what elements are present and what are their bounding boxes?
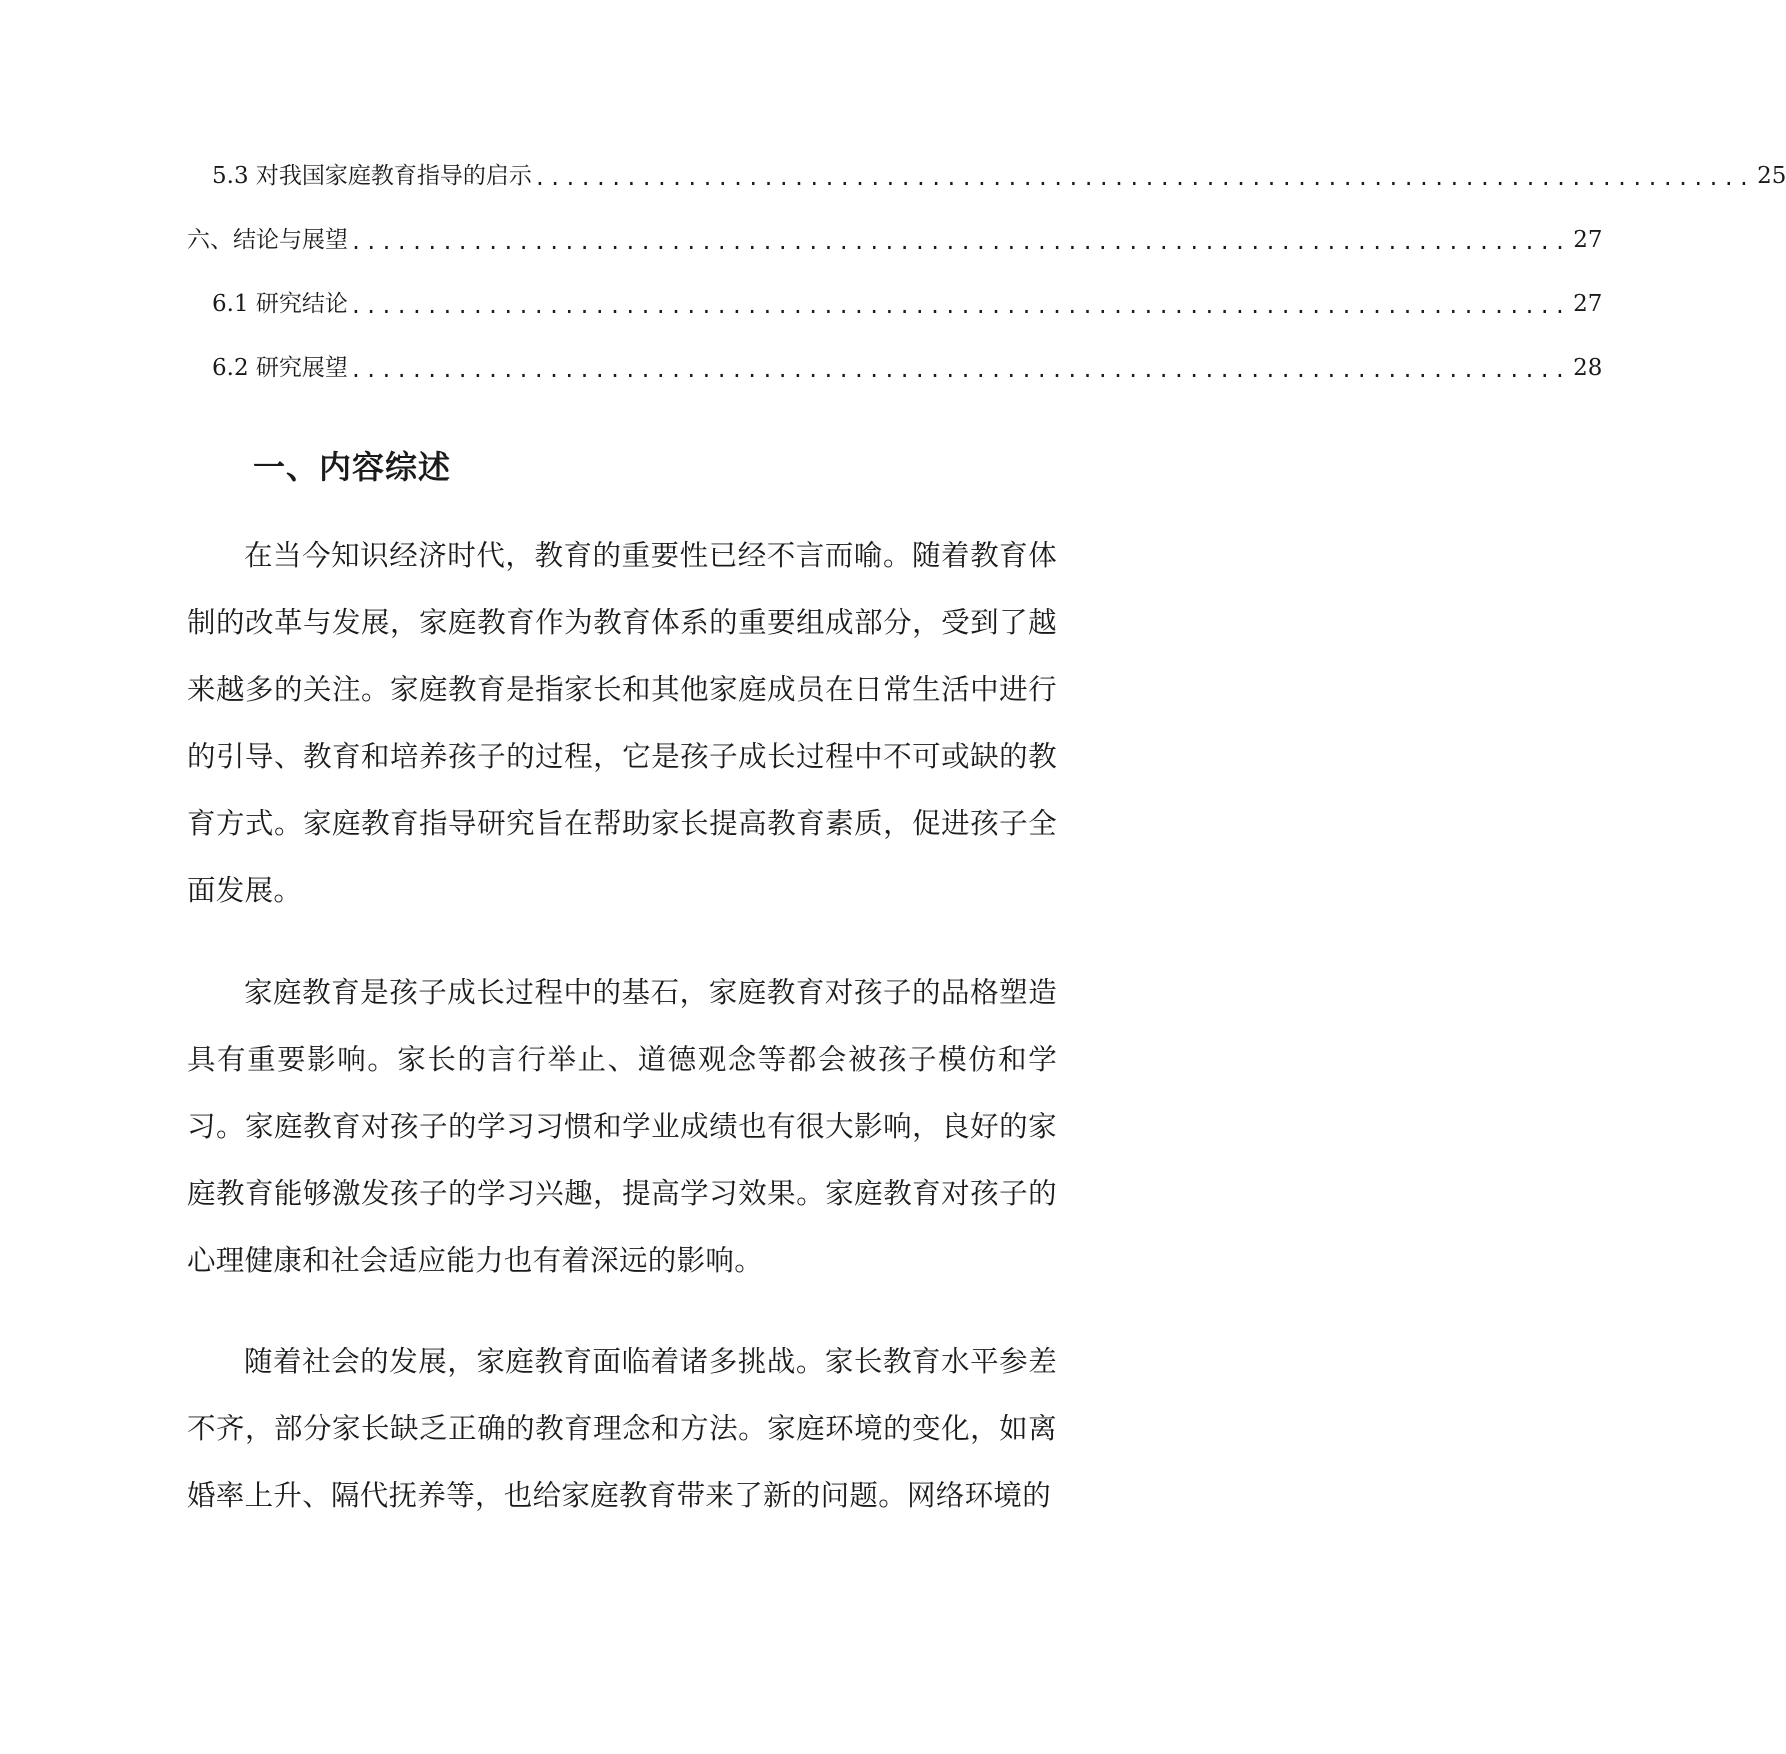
toc-entry-page: 28 xyxy=(1573,355,1603,381)
toc-entry-label: 六、结论与展望 xyxy=(187,227,348,253)
toc-entry[interactable] xyxy=(212,276,1603,318)
toc-leader-dots: ................................................................................ xyxy=(350,230,1570,254)
toc-leader-dots: ................................................................................ xyxy=(533,166,1754,190)
toc-leader-dots: ................................................................................ xyxy=(349,358,1570,382)
toc-entry-label: 6.2 研究展望 xyxy=(212,355,348,381)
toc-entry[interactable] xyxy=(187,212,1603,254)
toc-entry-page: 27 xyxy=(1573,227,1603,253)
body-paragraph: 家庭教育是孩子成长过程中的基石，家庭教育对孩子的品格塑造具有重要影响。家长的言行举止、道德观念等都会被孩子模仿和学习。家庭教育对孩子的学习习惯和学业成绩也有很大影响，良好的家庭教育能够激发孩子的学习兴趣，提高学习效果。家庭教育对孩子的心理健康和社会适应能力也有着深远的影响。 xyxy=(187,976,1057,1277)
toc-entry-page: 25 xyxy=(1757,163,1786,189)
toc-leader-dots: ................................................................................ xyxy=(349,294,1570,318)
toc-entry[interactable] xyxy=(212,340,1603,382)
toc-entry-page: 27 xyxy=(1573,291,1603,317)
toc-entry[interactable] xyxy=(212,148,1786,190)
body-paragraph: 在当今知识经济时代，教育的重要性已经不言而喻。随着教育体制的改革与发展，家庭教育作为教育体系的重要组成部分，受到了越来越多的关注。家庭教育是指家长和其他家庭成员在日常生活中进行的引导、教育和培养孩子的过程，它是孩子成长过程中不可或缺的教育方式。家庭教育指导研究旨在帮助家长提高教育素质，促进孩子全面发展。 xyxy=(187,539,1057,907)
section-heading: 一、内容综述 xyxy=(253,448,452,486)
body-paragraph: 随着社会的发展，家庭教育面临着诸多挑战。家长教育水平参差不齐，部分家长缺乏正确的教育理念和方法。家庭环境的变化，如离婚率上升、隔代抚养等，也给家庭教育带来了新的问题。网络环境的 xyxy=(187,1345,1057,1512)
toc-entry-label: 6.1 研究结论 xyxy=(212,291,348,317)
toc-entry-label: 5.3 对我国家庭教育指导的启示 xyxy=(212,163,532,189)
